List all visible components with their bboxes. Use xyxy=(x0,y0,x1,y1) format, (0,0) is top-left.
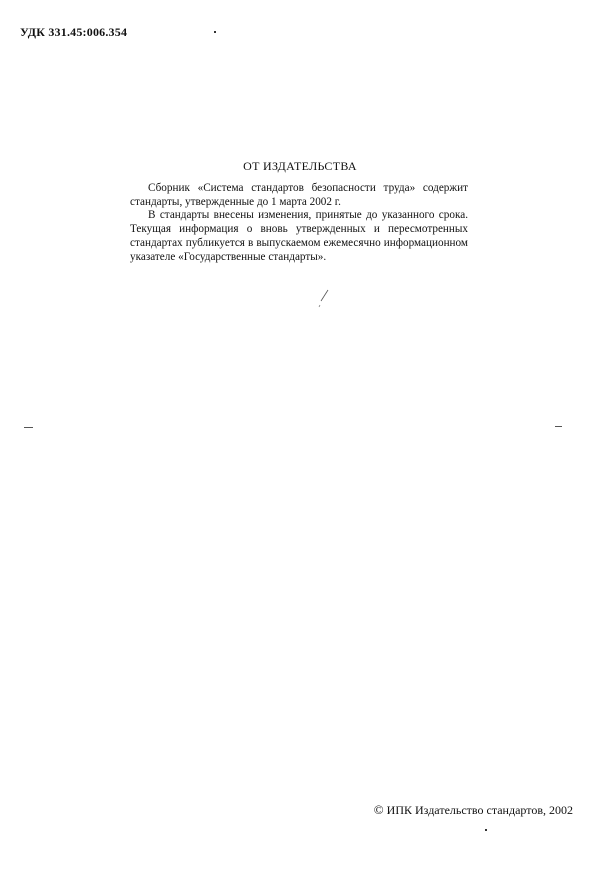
margin-mark-right xyxy=(555,426,562,427)
scan-speck xyxy=(485,829,487,831)
paragraph-1: Сборник «Система стандартов безопасности труда» содержит стандарты, утвержденные до 1 марта 2002 г. xyxy=(130,182,468,208)
page-title: ОТ ИЗДАТЕЛЬСТВА xyxy=(243,159,357,173)
scan-speck xyxy=(214,31,216,33)
paragraph-2: В стандарты внесены изменения, принятые до указанного срока. Текущая информация о вновь утвержденных и пересмотренных стандартах публикуется в выпускаемом ежемесячно информационном указателе «Государственные стандарты». xyxy=(130,209,468,263)
margin-mark-left xyxy=(24,427,33,428)
copyright-notice xyxy=(374,802,573,818)
copyright-text: ИПК Издательство стандартов, 2002 xyxy=(386,803,573,817)
copyright-symbol: © xyxy=(373,802,384,817)
udk-code: УДК 331.45:006.354 xyxy=(20,25,128,39)
scan-mark xyxy=(316,289,330,309)
body-text xyxy=(130,182,468,264)
